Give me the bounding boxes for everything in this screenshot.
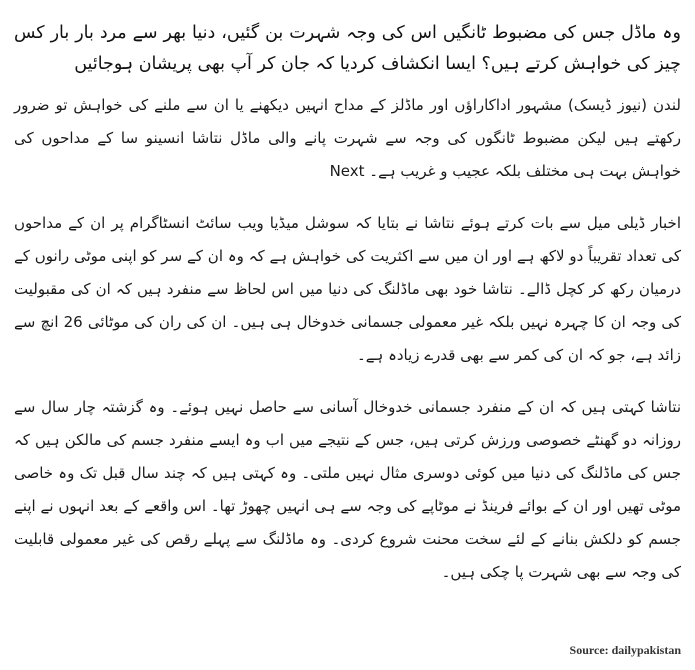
article-paragraph-1: لندن (نیوز ڈیسک) مشہور اداکاراﺅں اور ماڈلز کے مداح انہیں دیکھنے یا ان سے ملنے کی خواہش تو ضرور رکھتے ہیں لیکن مضبوط ٹانگوں کی وجہ سے شہرت پانے والی ماڈل نتاشا انسینو سا کے مداحوں کی خواہش بہت ہی مختلف بلکہ عجیب و غریب ہے۔ Next <box>14 96 681 180</box>
article-paragraph-2: اخبار ڈیلی میل سے بات کرتے ہوئے نتاشا نے بتایا کہ سوشل میڈیا ویب سائٹ انسٹاگرام پر ان کے مداحوں کی تعداد تقریباً دو لاکھ ہے اور ان میں سے اکثریت کی خواہش ہے کہ وہ ان کے سر کو اپنی موٹی رانوں کے درمیان رکھ کر کچل ڈالے۔ نتاشا خود بھی ماڈلنگ کی دنیا میں اس لحاظ سے منفرد ہیں کہ ان کی مقبولیت کی وجہ ان کا چہرہ نہیں بلکہ غیر معمولی جسمانی خدوخال ہی ہیں۔ ان کی ران کی موٹائی 26 انچ سے زائد ہے، جو کہ ان کی کمر سے بھی قدرے زیادہ ہے۔ <box>14 214 681 364</box>
article-body <box>14 18 681 608</box>
article-title: وہ ماڈل جس کی مضبوط ٹانگیں اس کی وجہ شہرت بن گئیں، دنیا بھر سے مرد بار بار کس چیز کی خواہش کرتے ہیں؟ ایسا انکشاف کردیا کہ جان کر آپ بھی پریشان ہوجائیں <box>14 23 681 74</box>
article-paragraph-3: نتاشا کہتی ہیں کہ ان کے منفرد جسمانی خدوخال آسانی سے حاصل نہیں ہوئے۔ وہ گزشتہ چار سال سے روزانہ دو گھنٹے خصوصی ورزش کرتی ہیں، جس کے نتیجے میں اب وہ ایسے منفرد جسم کی مالکن ہیں کہ جس کی ماڈلنگ کی دنیا میں کوئی دوسری مثال نہیں ملتی۔ وہ کہتی ہیں کہ چند سال قبل تک وہ خاصی موٹی تھیں اور ان کے بوائے فرینڈ نے موٹاپے کی وجہ سے ہی انہیں چھوڑ تھا۔ اس واقعے کے بعد انہوں نے اپنے جسم کو دلکش بنانے کے لئے سخت محنت شروع کردی۔ وہ ماڈلنگ سے پہلے رقص کی غیر معمولی قابلیت کی وجہ سے بھی شہرت پا چکی ہیں۔ <box>14 398 681 581</box>
source-credit: Source: dailypakistan <box>569 643 681 657</box>
